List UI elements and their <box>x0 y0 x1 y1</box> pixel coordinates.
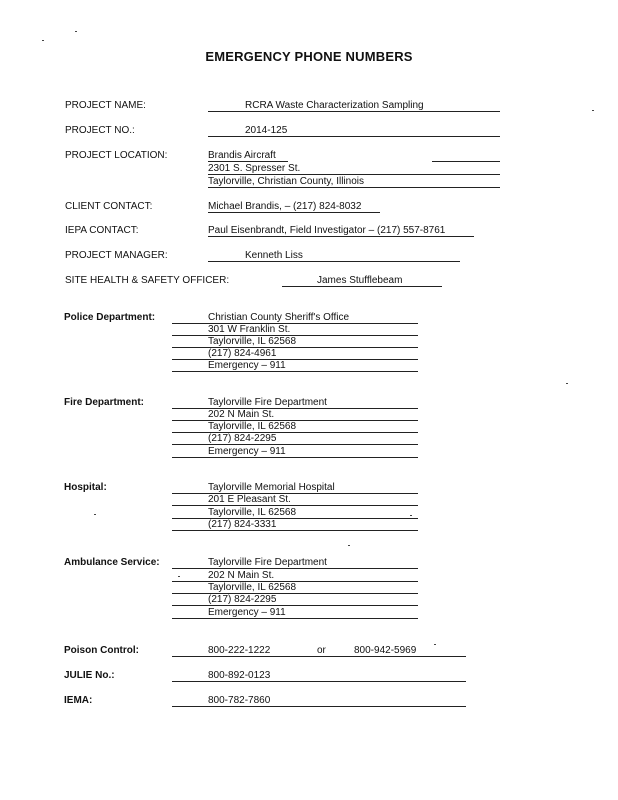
ambulance-line-1: Taylorville Fire Department <box>208 557 327 568</box>
police-label: Police Department: <box>64 312 156 323</box>
ambulance-rule-4 <box>172 605 418 606</box>
fire-line-5: Emergency – 911 <box>208 446 286 457</box>
scan-speck <box>566 383 568 384</box>
scan-speck <box>178 576 180 577</box>
fire-label: Fire Department: <box>64 397 145 408</box>
hospital-line-3: Taylorville, IL 62568 <box>208 507 297 518</box>
client-contact-rule <box>208 212 380 213</box>
safety-officer-value: James Stufflebeam <box>317 275 403 286</box>
hospital-rule-2 <box>172 505 418 506</box>
ambulance-rule-5 <box>172 618 418 619</box>
fire-line-3: Taylorville, IL 62568 <box>208 421 297 432</box>
project-location-line-3: Taylorville, Christian County, Illinois <box>208 176 364 187</box>
iema-rule <box>172 706 466 707</box>
fire-line-4: (217) 824-2295 <box>208 433 277 444</box>
ambulance-label: Ambulance Service: <box>64 557 160 568</box>
project-location-rule-3 <box>208 187 500 188</box>
project-manager-value: Kenneth Liss <box>245 250 303 261</box>
iepa-contact-value: Paul Eisenbrandt, Field Investigator – (217) 557-8761 <box>208 225 446 236</box>
project-location-label: PROJECT LOCATION: <box>65 150 168 161</box>
safety-officer-label: SITE HEALTH & SAFETY OFFICER: <box>65 275 230 286</box>
fire-line-1: Taylorville Fire Department <box>208 397 327 408</box>
project-location-rule-1 <box>208 161 288 162</box>
hospital-line-4: (217) 824-3331 <box>208 519 277 530</box>
julie-label: JULIE No.: <box>64 670 115 681</box>
police-line-2: 301 W Franklin St. <box>208 324 291 335</box>
poison-control-or: or <box>317 645 326 656</box>
police-line-3: Taylorville, IL 62568 <box>208 336 297 347</box>
project-manager-rule <box>208 261 460 262</box>
police-line-5: Emergency – 911 <box>208 360 286 371</box>
safety-officer-rule <box>282 286 442 287</box>
project-name-rule <box>208 111 500 112</box>
project-location-line-2: 2301 S. Spresser St. <box>208 163 301 174</box>
project-no-rule <box>208 136 500 137</box>
project-location-line-1: Brandis Aircraft <box>208 150 276 161</box>
police-line-1: Christian County Sheriff's Office <box>208 312 350 323</box>
page-title: EMERGENCY PHONE NUMBERS <box>205 49 413 64</box>
ambulance-line-5: Emergency – 911 <box>208 607 286 618</box>
police-line-4: (217) 824-4961 <box>208 348 277 359</box>
project-manager-label: PROJECT MANAGER: <box>65 250 168 261</box>
iepa-contact-rule <box>208 236 474 237</box>
scan-speck <box>348 545 350 546</box>
hospital-label: Hospital: <box>64 482 107 493</box>
poison-control-number-1: 800-222-1222 <box>208 645 271 656</box>
iema-label: IEMA: <box>64 695 93 706</box>
project-name-label: PROJECT NAME: <box>65 100 146 111</box>
iema-number: 800-782-7860 <box>208 695 271 706</box>
scan-speck <box>94 514 96 515</box>
iepa-contact-label: IEPA CONTACT: <box>65 225 139 236</box>
police-rule-5 <box>172 371 418 372</box>
client-contact-label: CLIENT CONTACT: <box>65 201 153 212</box>
julie-number: 800-892-0123 <box>208 670 271 681</box>
client-contact-value: Michael Brandis, – (217) 824-8032 <box>208 201 362 212</box>
poison-control-rule <box>172 656 466 657</box>
julie-rule <box>172 681 466 682</box>
hospital-line-1: Taylorville Memorial Hospital <box>208 482 335 493</box>
project-no-value: 2014-125 <box>245 125 288 136</box>
scan-speck <box>434 644 436 645</box>
scan-speck <box>42 40 44 41</box>
project-location-rule-2 <box>208 174 500 175</box>
scan-speck <box>410 515 412 516</box>
hospital-rule-4 <box>172 530 418 531</box>
poison-control-number-2: 800-942-5969 <box>354 645 417 656</box>
project-no-label: PROJECT NO.: <box>65 125 135 136</box>
project-name-value: RCRA Waste Characterization Sampling <box>245 100 424 111</box>
fire-line-2: 202 N Main St. <box>208 409 275 420</box>
hospital-line-2: 201 E Pleasant St. <box>208 494 291 505</box>
ambulance-rule-1 <box>172 568 418 569</box>
scan-speck <box>75 31 77 32</box>
poison-control-label: Poison Control: <box>64 645 139 656</box>
fire-rule-5 <box>172 457 418 458</box>
fire-rule-4 <box>172 444 418 445</box>
project-location-rule-1b <box>432 161 500 162</box>
ambulance-line-3: Taylorville, IL 62568 <box>208 582 297 593</box>
ambulance-line-2: 202 N Main St. <box>208 570 275 581</box>
scan-speck <box>592 110 594 111</box>
ambulance-line-4: (217) 824-2295 <box>208 594 277 605</box>
